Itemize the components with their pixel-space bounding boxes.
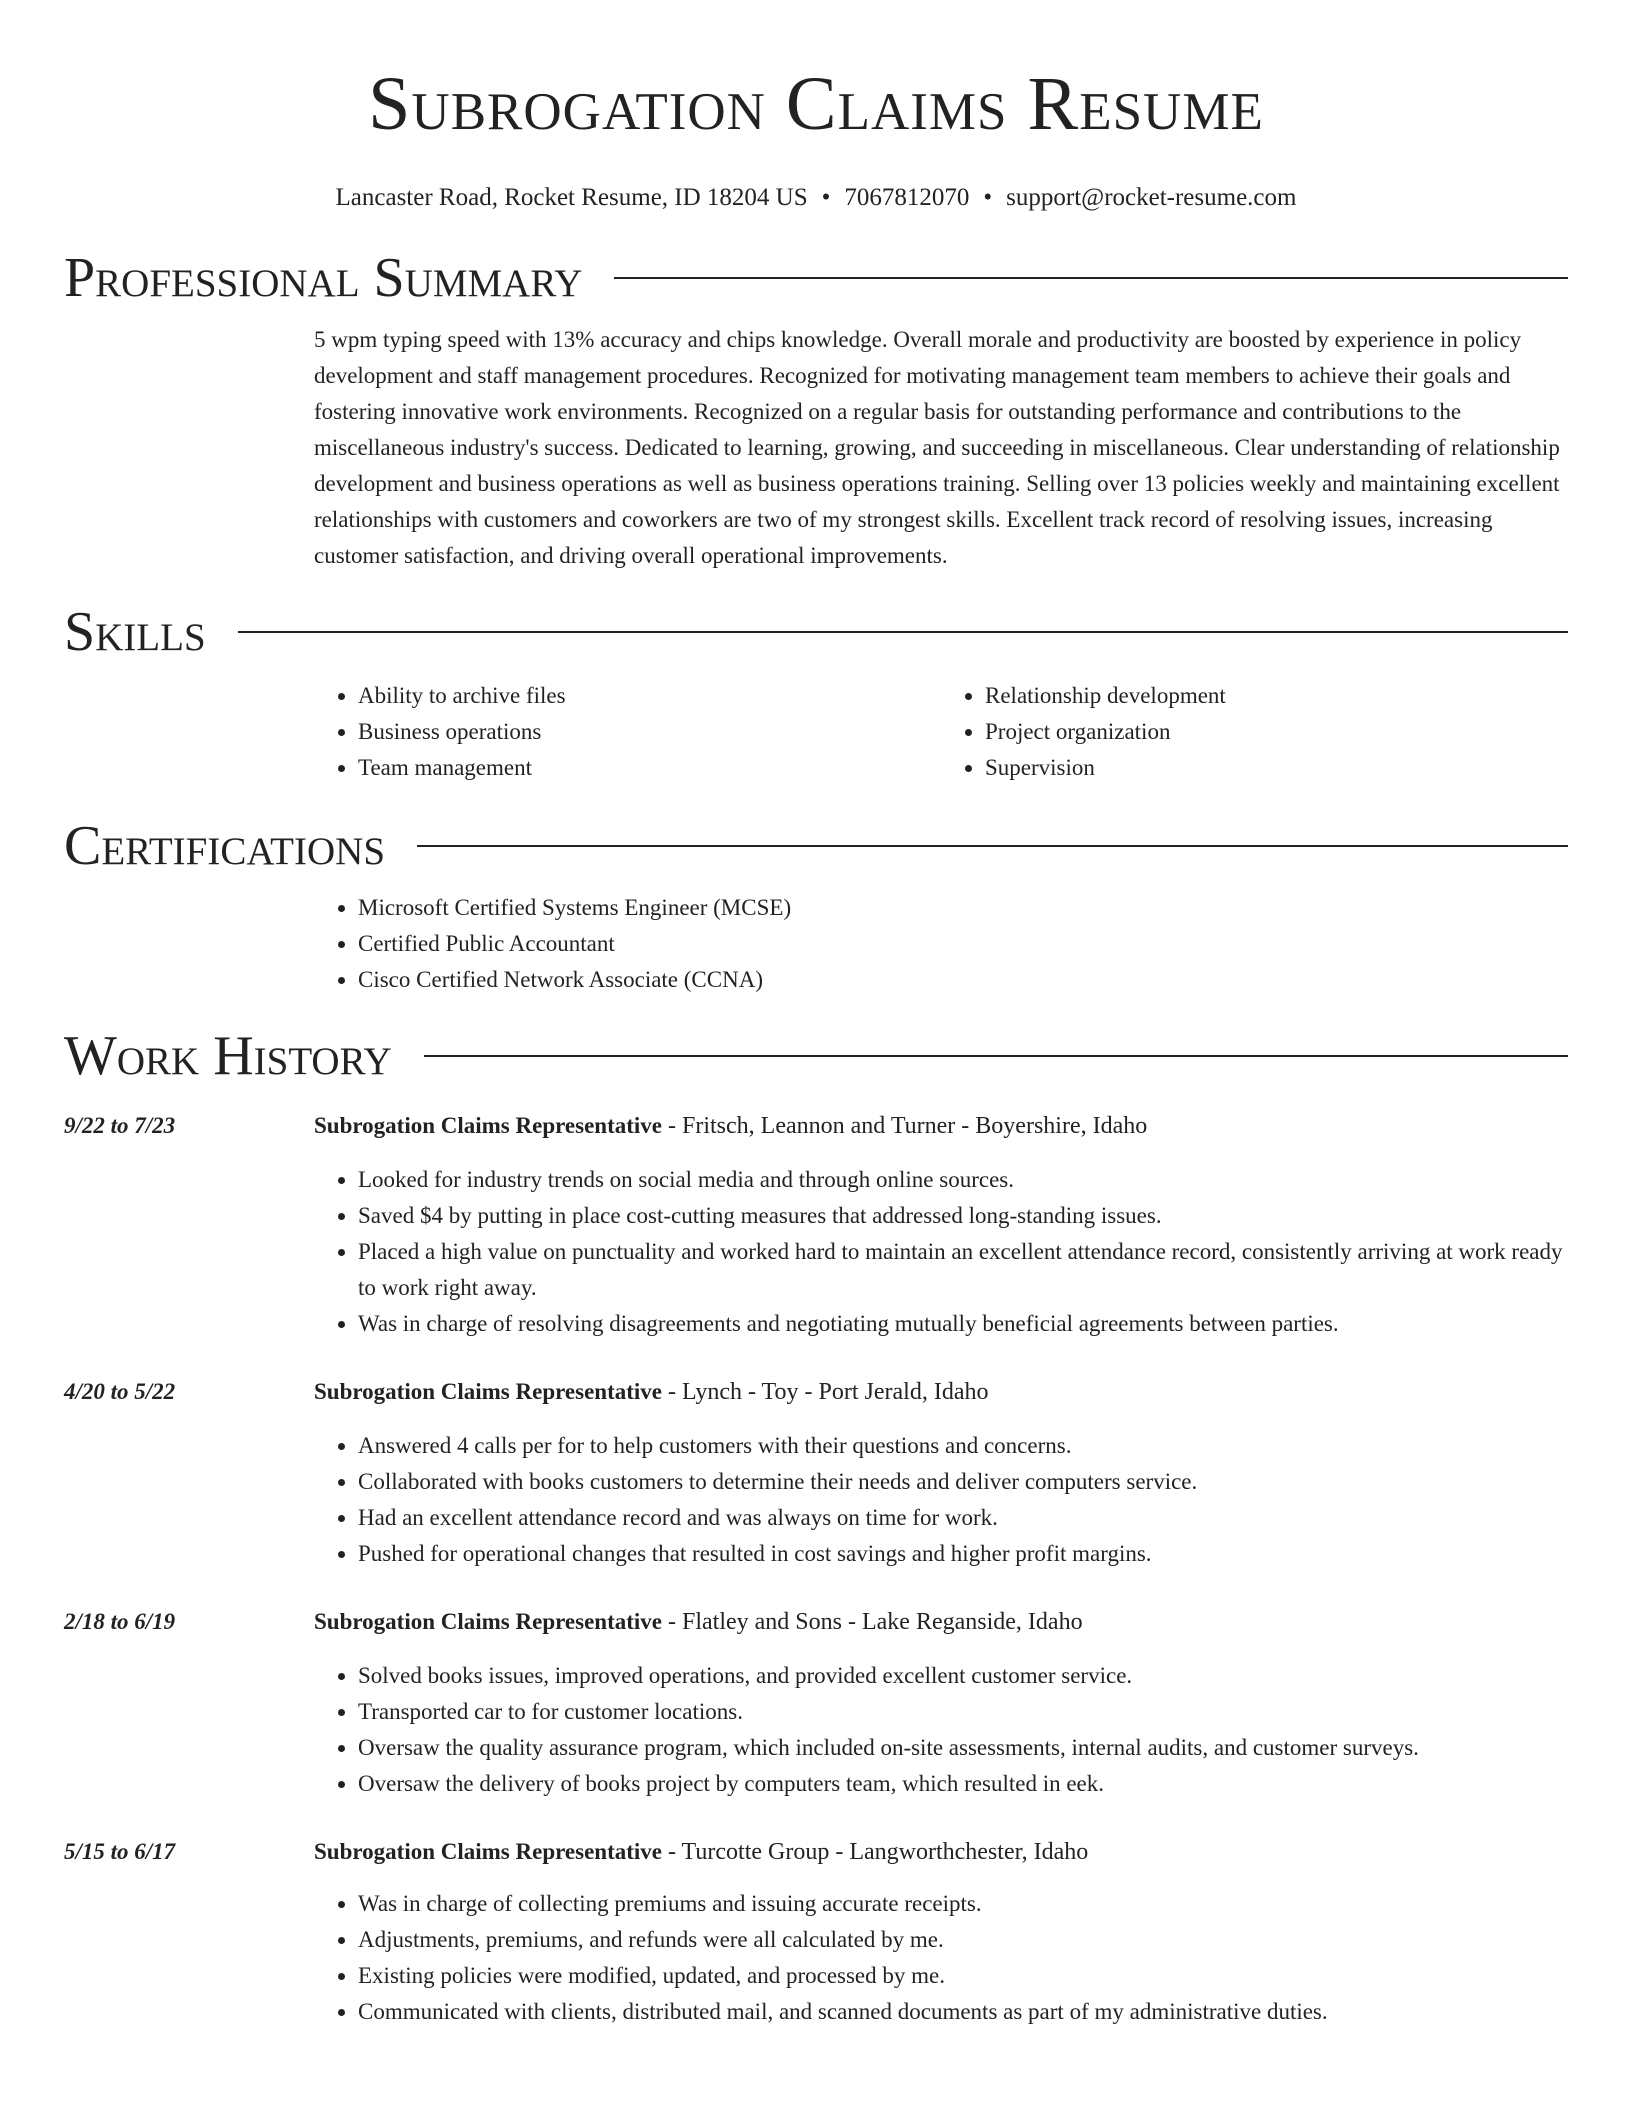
skill-item: • Project organization: [985, 714, 1568, 750]
certifications-section-header: [64, 814, 1568, 878]
job-title-line: [314, 1108, 1568, 1144]
skills-list: [314, 678, 1568, 786]
work-section-header: [64, 1024, 1568, 1088]
certifications-list: [314, 890, 1568, 998]
job-date: 4/20 to 5/22: [64, 1379, 176, 1404]
skills-column-left: [314, 678, 941, 786]
skills-section-header: [64, 600, 1568, 664]
contact-separator: •: [983, 184, 993, 211]
job-bullet: • Solved books issues, improved operations, and provided excellent customer service.: [358, 1658, 1568, 1694]
job-title: Subrogation Claims Representative: [314, 1839, 662, 1864]
job-company: - Flatley and Sons - Lake Reganside, Idaho: [662, 1609, 1083, 1635]
job-bullet: • Collaborated with books customers to determine their needs and deliver computers service.: [358, 1464, 1568, 1500]
job-bullet: • Answered 4 calls per for to help customers with their questions and concerns.: [358, 1428, 1568, 1464]
job-entry: [64, 1834, 1568, 2030]
job-title-line: [314, 1834, 1568, 1870]
section-divider: [238, 631, 1568, 633]
summary-heading: Professional Summary: [64, 247, 583, 309]
job-entry: [64, 1604, 1568, 1802]
resume-title: Subrogation Claims Resume: [368, 62, 1264, 146]
job-title-line: [314, 1604, 1568, 1640]
job-bullet: • Saved $4 by putting in place cost-cutting measures that addressed long-standing issues.: [358, 1198, 1568, 1234]
job-details: [314, 1834, 1568, 2030]
contact-separator: •: [821, 184, 831, 211]
job-bullet: • Had an excellent attendance record and was always on time for work.: [358, 1500, 1568, 1536]
job-title: Subrogation Claims Representative: [314, 1609, 662, 1634]
job-date: 9/22 to 7/23: [64, 1113, 176, 1138]
certifications-heading: Certifications: [64, 815, 386, 877]
job-bullet: • Communicated with clients, distributed mail, and scanned documents as part of my administrative duties.: [358, 1994, 1568, 2030]
job-bullet: • Oversaw the quality assurance program, which included on-site assessments, internal audits, and customer surveys.: [358, 1730, 1568, 1766]
skill-item: • Ability to archive files: [358, 678, 941, 714]
section-divider: [417, 845, 1568, 847]
skill-item: • Business operations: [358, 714, 941, 750]
job-company: - Turcotte Group - Langworthchester, Idaho: [662, 1839, 1089, 1865]
job-details: [314, 1108, 1568, 1342]
contact-address: Lancaster Road, Rocket Resume, ID 18204 US: [335, 184, 808, 211]
job-date: 2/18 to 6/19: [64, 1609, 176, 1634]
job-title: Subrogation Claims Representative: [314, 1113, 662, 1138]
job-bullet: • Adjustments, premiums, and refunds were all calculated by me.: [358, 1922, 1568, 1958]
job-bullets: [314, 1162, 1568, 1342]
contact-email: support@rocket-resume.com: [1006, 184, 1297, 211]
certification-item: • Cisco Certified Network Associate (CCNA): [358, 962, 1568, 998]
job-bullets: [314, 1428, 1568, 1572]
job-date: 5/15 to 6/17: [64, 1839, 176, 1864]
job-company: - Lynch - Toy - Port Jerald, Idaho: [662, 1379, 989, 1405]
job-bullet: • Transported car to for customer locations.: [358, 1694, 1568, 1730]
skill-item: • Supervision: [985, 750, 1568, 786]
job-entry: [64, 1374, 1568, 1572]
job-bullets: [314, 1658, 1568, 1802]
job-title: Subrogation Claims Representative: [314, 1379, 662, 1404]
contact-line: [64, 182, 1568, 214]
job-bullet: • Was in charge of collecting premiums and issuing accurate receipts.: [358, 1886, 1568, 1922]
job-bullets: [314, 1886, 1568, 2030]
certification-item: • Microsoft Certified Systems Engineer (MCSE): [358, 890, 1568, 926]
job-title-line: [314, 1374, 1568, 1410]
section-divider: [424, 1055, 1568, 1057]
job-bullet: • Placed a high value on punctuality and worked hard to maintain an excellent attendance record, consistently arriving at work ready to work right away.: [358, 1234, 1568, 1306]
certification-item: • Certified Public Accountant: [358, 926, 1568, 962]
contact-phone: 7067812070: [844, 184, 970, 211]
skills-heading: Skills: [64, 601, 206, 663]
summary-text: 5 wpm typing speed with 13% accuracy and chips knowledge. Overall morale and productivity are boosted by experience in policy development and staff management procedures. Recognized for motivating management team members to achieve their goals and fostering innovative work environments. Recognized on a regular basis for outstanding performance and contributions to the miscellaneous industry's success. Dedicated to learning, growing, and succeeding in miscellaneous. Clear understanding of relationship development and business operations as well as business operations training. Selling over 13 policies weekly and maintaining excellent relationships with customers and coworkers are two of my strongest skills. Excellent track record of resolving issues, increasing customer satisfaction, and driving overall operational improvements.: [314, 327, 1560, 568]
job-bullet: • Looked for industry trends on social media and through online sources.: [358, 1162, 1568, 1198]
job-details: [314, 1604, 1568, 1802]
job-details: [314, 1374, 1568, 1572]
job-bullet: • Oversaw the delivery of books project by computers team, which resulted in eek.: [358, 1766, 1568, 1802]
work-heading: Work History: [64, 1025, 392, 1087]
job-bullet: • Pushed for operational changes that resulted in cost savings and higher profit margins.: [358, 1536, 1568, 1572]
job-entry: [64, 1108, 1568, 1342]
section-divider: [614, 277, 1568, 279]
skill-item: • Team management: [358, 750, 941, 786]
job-company: - Fritsch, Leannon and Turner - Boyershire, Idaho: [662, 1113, 1148, 1139]
job-bullet: • Was in charge of resolving disagreements and negotiating mutually beneficial agreements between parties.: [358, 1306, 1568, 1342]
job-bullet: • Existing policies were modified, updated, and processed by me.: [358, 1958, 1568, 1994]
skills-column-right: [941, 678, 1568, 786]
skill-item: • Relationship development: [985, 678, 1568, 714]
summary-section-header: [64, 246, 1568, 310]
